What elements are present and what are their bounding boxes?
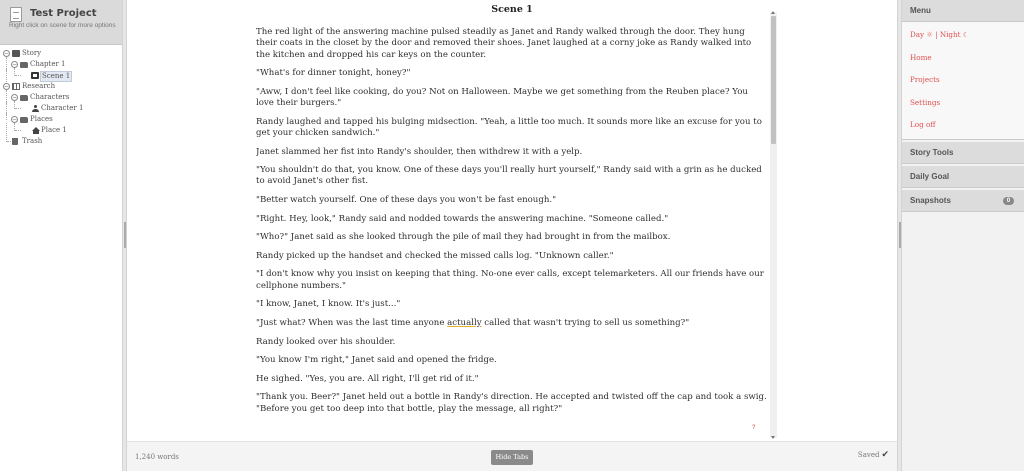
text-run: called that wasn't trying to sell us something?" — [481, 317, 690, 328]
editor-scrollbar[interactable] — [770, 12, 777, 438]
paragraph: "Aww, I don't feel like cooking, do you? Not on Halloween. Maybe we get something from the Reuben place? You love their burgers." — [256, 86, 748, 109]
editor-area — [127, 0, 897, 471]
folder-icon — [20, 95, 28, 101]
scroll-down-icon[interactable] — [771, 436, 775, 439]
tree-connector — [6, 68, 7, 82]
scene-text[interactable] — [256, 27, 768, 437]
project-hint: Right click on scene for more options — [9, 22, 116, 29]
story-tools-header[interactable]: Story Tools — [902, 142, 1024, 164]
paragraph: "I don't know why you insist on keeping that thing. No-one ever calls, except telemarketers. All our friends have our cellphone numbers." — [256, 269, 764, 291]
tree-node-story[interactable] — [0, 48, 122, 59]
spellcheck-word[interactable]: actually — [447, 317, 482, 328]
scene-icon — [31, 72, 39, 79]
spellcheck-marker: ? — [752, 425, 756, 431]
scene-editor[interactable] — [127, 0, 897, 441]
tree-label: Chapter 1 — [30, 60, 66, 68]
tree-node-characters[interactable] — [0, 92, 122, 103]
tree-label: Trash — [22, 137, 43, 145]
paragraph: "You shouldn't do that, you know. One of these days you'll really hurt yourself," Randy said with a grin as he ducked to avoid Janet's other fist. — [256, 165, 762, 187]
folder-icon — [20, 62, 28, 68]
collapse-toggle-icon[interactable]: − — [12, 61, 18, 68]
paragraph: "Thank you. Beer?" Janet held out a bottle in Randy's direction. He accepted and twisted off the cap and took a swig. "Before you get too deep into that bottle, play the message, all right?" — [256, 392, 767, 414]
project-tree — [0, 45, 122, 147]
collapse-toggle-icon[interactable]: − — [4, 83, 10, 90]
tree-label: Research — [22, 82, 56, 90]
tree-node-place[interactable] — [0, 125, 122, 136]
person-icon — [32, 105, 39, 112]
paragraph: "I know, Janet, I know. It's just..." — [256, 299, 401, 310]
book-icon — [12, 50, 20, 57]
menu-item-settings[interactable]: Settings — [910, 97, 941, 107]
tree-label: Places — [30, 115, 53, 123]
paragraph: "Who?" Janet said as she looked through the pile of mail they had brought in from the mailbox. — [256, 232, 671, 243]
paragraph: Janet slammed her fist into Randy's shoulder, then withdrew it with a yelp. — [256, 146, 583, 157]
tree-label: Character 1 — [41, 104, 84, 112]
collapse-toggle-icon[interactable]: − — [12, 116, 18, 123]
tree-node-scene[interactable] — [0, 70, 122, 81]
collapse-toggle-icon[interactable]: − — [4, 50, 10, 57]
splitter-grip[interactable] — [899, 222, 901, 248]
tree-node-places[interactable] — [0, 114, 122, 125]
menu-header[interactable]: Menu — [902, 0, 1024, 22]
tree-label: Characters — [30, 93, 70, 101]
project-title[interactable]: Test Project — [30, 8, 97, 19]
tree-connector — [15, 130, 21, 131]
paragraph: He sighed. "Yes, you are. All right, I'll get rid of it." — [256, 373, 479, 384]
paragraph: "Better watch yourself. One of these days you won't be fast enough." — [256, 195, 557, 206]
tree-connector — [15, 75, 21, 76]
snapshots-header[interactable] — [902, 190, 1024, 212]
word-count: 1,240 words — [135, 453, 179, 461]
menu-item-projects[interactable]: Projects — [910, 75, 940, 84]
paragraph — [256, 318, 768, 329]
day-night-toggle[interactable]: Day ☼ | Night ☾ — [910, 30, 970, 39]
paragraph: The red light of the answering machine pulsed steadily as Janet and Randy walked through the door. They hung their coats in the closet by the door and removed their shoes. Janet laughed at a corny joke as Randy walked into the kitchen and dropped his car keys on the counter. — [256, 27, 752, 60]
save-status — [858, 450, 889, 460]
paragraph: "You know I'm right," Janet said and opened the fridge. — [256, 355, 497, 366]
tree-connector — [6, 112, 7, 120]
tree-label: Story — [22, 49, 42, 57]
tree-label: Place 1 — [41, 126, 67, 134]
checkmark-icon: ✔ — [881, 450, 889, 460]
snapshots-label: Snapshots — [910, 195, 951, 205]
project-header — [0, 0, 122, 45]
research-icon — [12, 83, 20, 90]
paragraph: "Right. Hey, look," Randy said and nodded towards the answering machine. "Someone called." — [256, 213, 669, 224]
scrollbar-thumb[interactable] — [771, 16, 776, 144]
hide-tabs-button[interactable]: Hide Tabs — [491, 450, 533, 465]
collapse-toggle-icon[interactable]: − — [12, 94, 18, 101]
tree-node-trash[interactable] — [0, 136, 122, 147]
paragraph: Randy picked up the handset and checked the missed calls log. "Unknown caller." — [256, 250, 614, 261]
tree-connector — [15, 108, 21, 109]
scene-title: Scene 1 — [491, 4, 533, 15]
text-run: "Just what? When was the last time anyone — [256, 317, 448, 328]
project-sidebar — [0, 0, 122, 471]
tree-node-chapter[interactable] — [0, 59, 122, 70]
menu-item-home[interactable]: Home — [910, 52, 932, 62]
daily-goal-header[interactable]: Daily Goal — [902, 166, 1024, 188]
tree-node-character[interactable] — [0, 103, 122, 114]
tree-connector — [6, 123, 7, 142]
editor-footer — [127, 441, 897, 471]
snapshots-count-badge: 0 — [1003, 197, 1014, 205]
right-panel — [902, 0, 1024, 471]
saved-label: Saved — [857, 451, 880, 459]
paragraph: Randy looked over his shoulder. — [256, 336, 396, 347]
folder-icon — [20, 117, 28, 123]
scroll-up-icon[interactable] — [771, 11, 775, 14]
menu-item-log-off[interactable]: Log off — [910, 120, 936, 129]
trash-icon — [12, 138, 18, 145]
splitter-grip[interactable] — [124, 222, 126, 248]
tree-label-selected: Scene 1 — [42, 72, 71, 80]
menu-list — [902, 22, 1024, 140]
tree-connector — [7, 141, 11, 142]
paragraph: "What's for dinner tonight, honey?" — [256, 68, 411, 79]
tree-node-research[interactable] — [0, 81, 122, 92]
paragraph: Randy laughed and tapped his bulging midsection. "Yeah, a little too much. It sounds more like an excuse for you to get your chicken sandwich." — [256, 116, 762, 138]
document-icon — [10, 7, 22, 22]
home-icon — [32, 127, 40, 134]
